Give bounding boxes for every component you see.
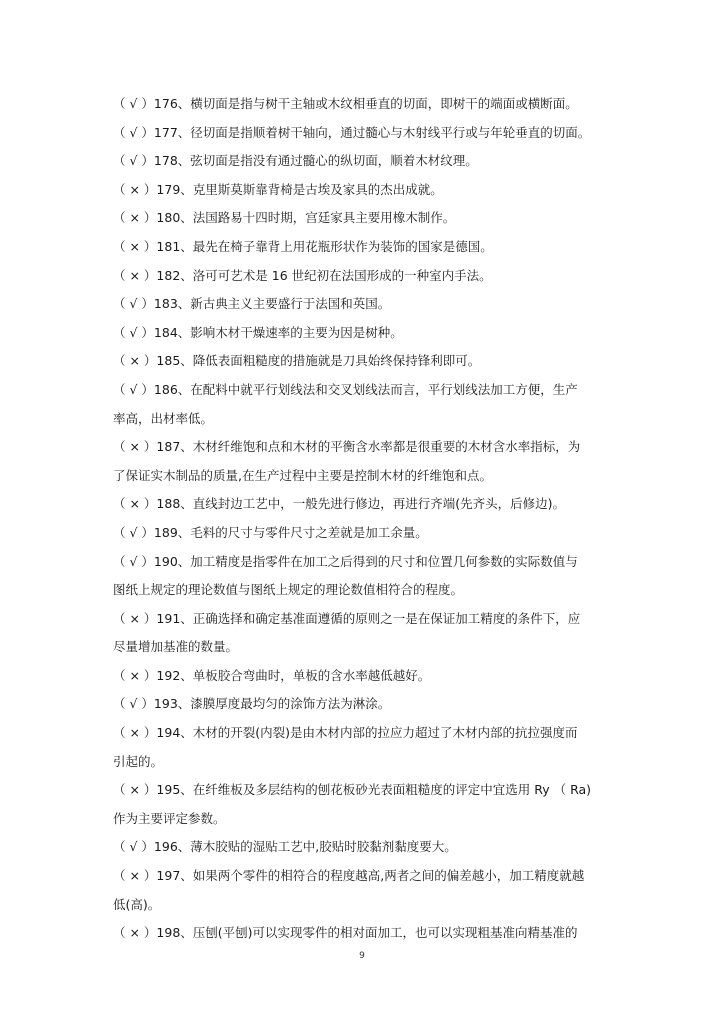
question-text: （ × ）198、压刨(平刨)可以实现零件的相对面加工，也可以实现粗基准向精基准的 [113,925,578,941]
question-text: （ × ）192、单板胶合弯曲时，单板的含水率越低越好。 [113,667,431,683]
question-text: （ × ）181、最先在椅子靠背上用花瓶形状作为装饰的国家是德国。 [113,238,493,254]
question-item [113,690,621,719]
question-text: （ × ）179、克里斯莫斯靠背椅是古埃及家具的杰出成就。 [113,181,443,197]
question-item [113,176,621,205]
question-item [113,662,621,691]
question-text: （ √ ）190、加工精度是指零件在加工之后得到的尺寸和位置几何参数的实际数值与 [113,553,578,569]
question-item [113,376,621,433]
question-text: （ × ）194、木材的开裂(内裂)是由木材内部的拉应力超过了木材内部的抗拉强度而 [113,725,578,741]
question-item [113,233,621,262]
question-item [113,548,621,605]
question-text-continued: 率高，出材率低。 [113,410,214,426]
question-item [113,147,621,176]
question-item [113,90,621,119]
question-text-continued: 作为主要评定参数。 [113,810,226,826]
question-item [113,776,621,833]
question-text: （ √ ）196、薄木胶贴的湿贴工艺中,胶贴时胶黏剂黏度要大。 [113,839,457,855]
question-item [113,719,621,776]
question-text-continued: 低(高)。 [113,896,161,912]
question-item [113,204,621,233]
question-text: （ × ）188、直线封边工艺中，一般先进行修边，再进行齐端(先齐头，后修边)。 [113,496,566,512]
question-text: （ √ ）193、漆膜厚度最均匀的涂饰方法为淋涂。 [113,696,391,712]
question-text: （ √ ）183、新古典主义主要盛行于法国和英国。 [113,296,391,312]
question-text-continued: 引起的。 [113,753,164,769]
question-text: （ √ ）178、弦切面是指没有通过髓心的纵切面，顺着木材纹理。 [113,153,478,169]
question-item [113,347,621,376]
question-text: （ × ）180、法国路易十四时期，宫廷家具主要用橡木制作。 [113,210,456,226]
question-item [113,290,621,319]
question-item [113,319,621,348]
question-text: （ √ ）184、影响木材干燥速率的主要为因是树种。 [113,324,403,340]
question-item [113,490,621,519]
question-item [113,605,621,662]
question-text: （ √ ）186、在配料中就平行划线法和交叉划线法而言，平行划线法加工方便，生产 [113,381,578,397]
question-text-continued: 图纸上规定的理论数值与图纸上规定的理论数值相符合的程度。 [113,582,464,598]
question-item [113,262,621,291]
question-list [113,90,621,948]
question-text: （ × ）197、如果两个零件的相符合的程度越高,两者之间的偏差越小，加工精度就越 [113,868,585,884]
question-item [113,862,621,919]
question-text-continued: 尽量增加基准的数量。 [113,639,239,655]
question-text: （ × ）191、正确选择和确定基准面遵循的原则之一是在保证加工精度的条件下，应 [113,610,581,626]
question-text: （ √ ）177、径切面是指顺着树干轴向，通过髓心与木射线平行或与年轮垂直的切面。 [113,124,591,140]
question-text: （ × ）182、洛可可艺术是 16 世纪初在法国形成的一种室内手法。 [113,267,492,283]
question-text: （ × ）185、降低表面粗糙度的措施就是刀具始终保持锋利即可。 [113,353,481,369]
question-text: （ √ ）189、毛料的尺寸与零件尺寸之差就是加工余量。 [113,524,428,540]
question-item [113,433,621,490]
question-item [113,519,621,548]
question-item [113,833,621,862]
question-item [113,119,621,148]
question-item [113,919,621,948]
question-text: （ × ）195、在纤维板及多层结构的刨花板砂光表面粗糙度的评定中宜选用 Ry （ Ra) [113,782,592,798]
page-number: 9 [359,951,365,961]
question-text-continued: 了保证实木制品的质量,在生产过程中主要是控制木材的纤维饱和点。 [113,467,492,483]
question-text: （ √ ）176、横切面是指与树干主轴或木纹相垂直的切面，即树干的端面或横断面。 [113,96,578,111]
question-text: （ × ）187、木材纤维饱和点和木材的平衡含水率都是很重要的木材含水率指标，为 [113,439,581,455]
